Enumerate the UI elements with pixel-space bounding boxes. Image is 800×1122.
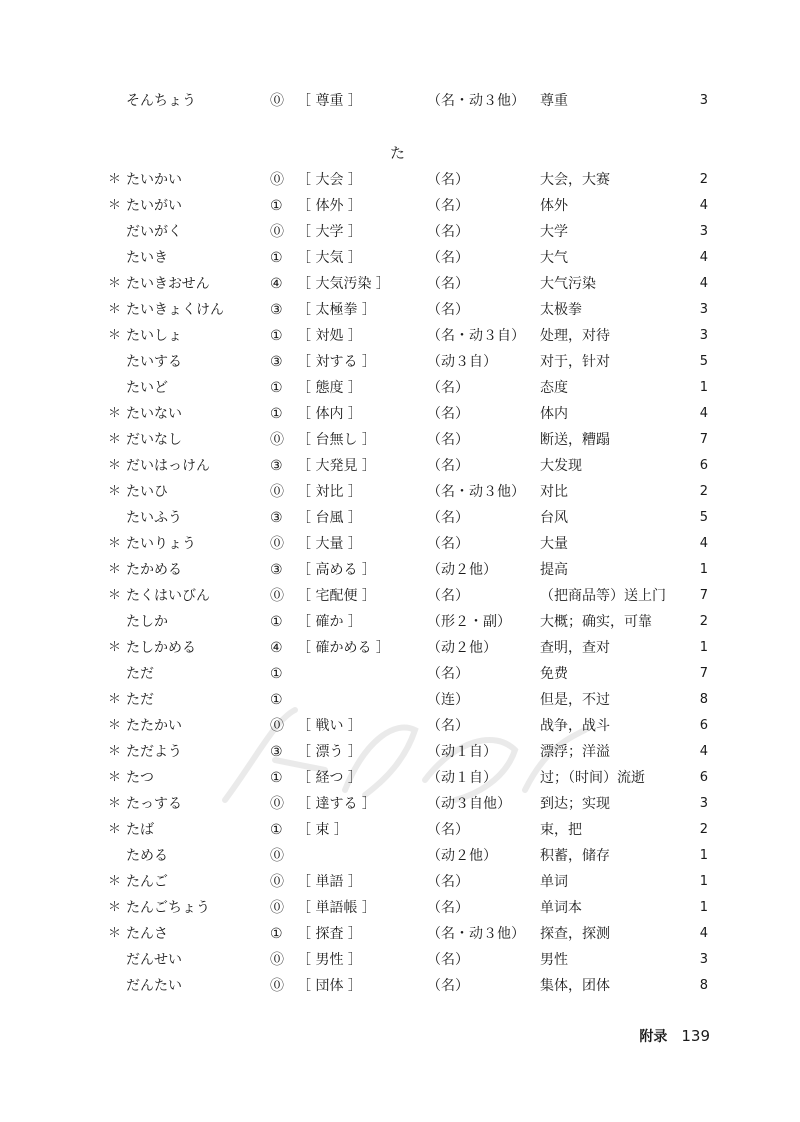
- entry-part-of-speech: （动３自）: [427, 354, 497, 370]
- entry-kanji: ［ 単語 ］: [297, 874, 362, 890]
- vocab-entry: [0, 323, 800, 349]
- entry-accent: ①: [270, 770, 283, 786]
- entry-lesson: 1: [699, 848, 708, 863]
- entry-star-mark: ＊: [108, 562, 122, 577]
- entry-kana: たいかい: [126, 172, 182, 188]
- entry-part-of-speech: （名・动３他）: [427, 484, 525, 500]
- entry-meaning: 太极拳: [540, 302, 582, 318]
- entry-lesson: 2: [699, 822, 708, 837]
- entry-part-of-speech: （名）: [427, 510, 469, 526]
- vocab-entry: [0, 843, 800, 869]
- entry-lesson: 2: [699, 484, 708, 499]
- vocab-entry: [0, 427, 800, 453]
- vocab-entry: [0, 375, 800, 401]
- entry-kana: たしかめる: [126, 640, 196, 656]
- entry-part-of-speech: （名）: [427, 250, 469, 266]
- entry-kana: たいしょ: [126, 328, 182, 344]
- entry-accent: ⓪: [270, 874, 284, 890]
- entry-kana: たいきょくけん: [126, 302, 224, 318]
- entry-kana: たかめる: [126, 562, 182, 578]
- entry-accent: ④: [270, 276, 283, 292]
- vocab-entry: [0, 271, 800, 297]
- entry-star-mark: ＊: [108, 406, 122, 421]
- entry-accent: ③: [270, 354, 283, 370]
- entry-kanji: ［ 男性 ］: [297, 952, 362, 968]
- entry-meaning: 对于，针对: [540, 354, 610, 370]
- entry-kanji: ［ 確か ］: [297, 614, 362, 630]
- entry-kana: たいする: [126, 354, 182, 370]
- entry-meaning: 大会，大赛: [540, 172, 610, 188]
- entry-kanji: ［ 大会 ］: [297, 172, 362, 188]
- entry-lesson: 4: [699, 406, 708, 421]
- entry-star-mark: ＊: [108, 796, 122, 811]
- vocab-entry: [0, 817, 800, 843]
- vocab-entry: [0, 401, 800, 427]
- entry-meaning: 大学: [540, 224, 568, 240]
- entry-meaning: 对比: [540, 484, 568, 500]
- entry-accent: ①: [270, 822, 283, 838]
- entry-part-of-speech: （名）: [427, 380, 469, 396]
- entry-kanji: ［ 大発見 ］: [297, 458, 376, 474]
- entry-star-mark: ＊: [108, 536, 122, 551]
- entry-meaning: 战争，战斗: [540, 718, 610, 734]
- entry-part-of-speech: （名）: [427, 302, 469, 318]
- entry-star-mark: ＊: [108, 198, 122, 213]
- entry-star-mark: ＊: [108, 692, 122, 707]
- entry-lesson: 4: [699, 198, 708, 213]
- entry-star-mark: ＊: [108, 900, 122, 915]
- entry-kanji: ［ 大気汚染 ］: [297, 276, 390, 292]
- entry-meaning: 束，把: [540, 822, 582, 838]
- entry-kana: たいがい: [126, 198, 182, 214]
- entry-lesson: 3: [699, 224, 708, 239]
- entry-accent: ③: [270, 510, 283, 526]
- entry-star-mark: ＊: [108, 484, 122, 499]
- entry-meaning: 提高: [540, 562, 568, 578]
- entry-kanji: ［ 体内 ］: [297, 406, 362, 422]
- entry-lesson: 1: [699, 874, 708, 889]
- entry-kana: たいない: [126, 406, 182, 422]
- vocab-entry: [0, 219, 800, 245]
- entry-lesson: 8: [699, 692, 708, 707]
- footer-label: 附录: [639, 1029, 668, 1045]
- entry-kana: たいひ: [126, 484, 168, 500]
- entry-meaning: 过；（时间）流逝: [540, 770, 645, 786]
- entry-accent: ①: [270, 614, 283, 630]
- entry-lesson: 1: [699, 900, 708, 915]
- entry-part-of-speech: （名・动３他）: [427, 926, 525, 942]
- vocab-entry: [0, 167, 800, 193]
- entry-star-mark: ＊: [108, 276, 122, 291]
- entry-part-of-speech: （形２・副）: [427, 614, 511, 630]
- entry-accent: ③: [270, 744, 283, 760]
- entry-part-of-speech: （动２他）: [427, 562, 497, 578]
- entry-lesson: 5: [699, 510, 708, 525]
- vocab-entry: [0, 245, 800, 271]
- entry-kanji: ［ 探査 ］: [297, 926, 362, 942]
- entry-kana: たいど: [126, 380, 168, 396]
- vocab-entry: [0, 947, 800, 973]
- entry-lesson: 2: [699, 172, 708, 187]
- entry-kana: たんご: [126, 874, 168, 890]
- entry-accent: ③: [270, 302, 283, 318]
- entry-meaning: 大量: [540, 536, 568, 552]
- entry-meaning: 探查，探测: [540, 926, 610, 942]
- vocab-entry: [0, 895, 800, 921]
- vocab-entry: [0, 583, 800, 609]
- entry-kana: ただ: [126, 692, 154, 708]
- entry-meaning: 单词本: [540, 900, 582, 916]
- entry-lesson: 5: [699, 354, 708, 369]
- entry-part-of-speech: （名）: [427, 432, 469, 448]
- entry-accent: ⓪: [270, 978, 284, 994]
- entry-part-of-speech: （名・动３自）: [427, 328, 525, 344]
- entry-accent: ⓪: [270, 900, 284, 916]
- entry-kana: たいき: [126, 250, 168, 266]
- entry-lesson: 6: [699, 718, 708, 733]
- entry-kana: たつ: [126, 770, 154, 786]
- entry-part-of-speech: （名）: [427, 718, 469, 734]
- entry-lesson: 1: [699, 562, 708, 577]
- entry-accent: ⓪: [270, 718, 284, 734]
- entry-lesson: 8: [699, 978, 708, 993]
- vocab-entry: [0, 193, 800, 219]
- entry-kanji: ［ 大量 ］: [297, 536, 362, 552]
- vocab-entry: [0, 869, 800, 895]
- entry-kanji: ［ 対処 ］: [297, 328, 362, 344]
- page-footer: [600, 1026, 710, 1046]
- entry-kanji: ［ 束 ］: [297, 822, 348, 838]
- entry-kanji: ［ 対比 ］: [297, 484, 362, 500]
- vocab-entry: [0, 609, 800, 635]
- entry-star-mark: ＊: [108, 432, 122, 447]
- entry-kana: たいりょう: [126, 536, 196, 552]
- entry-meaning: 大气: [540, 250, 568, 266]
- entry-accent: ③: [270, 562, 283, 578]
- entry-part-of-speech: （名）: [427, 406, 469, 422]
- entry-accent: ⓪: [270, 952, 284, 968]
- entry-accent: ⓪: [270, 588, 284, 604]
- section-heading: た: [390, 144, 406, 162]
- entry-lesson: 1: [699, 380, 708, 395]
- entry-kana: たんごちょう: [126, 900, 210, 916]
- entry-kanji: ［ 戦い ］: [297, 718, 362, 734]
- entry-kana: ためる: [126, 848, 168, 864]
- entry-lesson: 7: [699, 432, 708, 447]
- entry-part-of-speech: （名）: [427, 952, 469, 968]
- entry-kana: だんせい: [126, 952, 182, 968]
- entry-meaning: 台风: [540, 510, 568, 526]
- entry-lesson: 7: [699, 666, 708, 681]
- entry-accent: ④: [270, 640, 283, 656]
- entry-star-mark: ＊: [108, 874, 122, 889]
- entry-meaning: 集体，团体: [540, 978, 610, 994]
- entry-part-of-speech: （名）: [427, 224, 469, 240]
- watermark-signature: [215, 700, 595, 820]
- entry-part-of-speech: （名）: [427, 198, 469, 214]
- entry-star-mark: ＊: [108, 744, 122, 759]
- vocab-entry: [0, 479, 800, 505]
- entry-lesson: 1: [699, 640, 708, 655]
- entry-kanji: ［ 台無し ］: [297, 432, 376, 448]
- entry-kana: たば: [126, 822, 154, 838]
- entry-meaning: 到达；实现: [540, 796, 610, 812]
- entry-lesson: 3: [699, 302, 708, 317]
- entry-kanji: ［ 対する ］: [297, 354, 376, 370]
- entry-part-of-speech: （名）: [427, 536, 469, 552]
- entry-accent: ⓪: [270, 172, 284, 188]
- entry-star-mark: ＊: [108, 588, 122, 603]
- entry-accent: ⓪: [270, 93, 284, 109]
- entry-meaning: 大概；确实，可靠: [540, 614, 652, 630]
- entry-accent: ①: [270, 666, 283, 682]
- entry-part-of-speech: （名）: [427, 458, 469, 474]
- vocab-entry: [0, 505, 800, 531]
- entry-accent: ⓪: [270, 432, 284, 448]
- vocab-entry: [0, 297, 800, 323]
- entry-lesson: 4: [699, 250, 708, 265]
- entry-kana: たいふう: [126, 510, 182, 526]
- entry-star-mark: ＊: [108, 302, 122, 317]
- entry-star-mark: ＊: [108, 822, 122, 837]
- entry-kanji: ［ 大学 ］: [297, 224, 362, 240]
- entry-meaning: 大气污染: [540, 276, 596, 292]
- entry-lesson: 3: [699, 93, 708, 108]
- entry-kana: ただ: [126, 666, 154, 682]
- entry-kana: たいきおせん: [126, 276, 210, 292]
- entry-star-mark: ＊: [108, 640, 122, 655]
- entry-part-of-speech: （名・动３他）: [427, 93, 525, 109]
- entry-meaning: 积蓄，储存: [540, 848, 610, 864]
- entry-accent: ①: [270, 250, 283, 266]
- entry-kanji: ［ 達する ］: [297, 796, 376, 812]
- entry-kanji: ［ 高める ］: [297, 562, 376, 578]
- entry-kanji: ［ 確かめる ］: [297, 640, 390, 656]
- vocab-entry: [0, 635, 800, 661]
- entry-kanji: ［ 団体 ］: [297, 978, 362, 994]
- entry-accent: ⓪: [270, 224, 284, 240]
- entry-lesson: 3: [699, 952, 708, 967]
- entry-part-of-speech: （名）: [427, 978, 469, 994]
- entry-accent: ①: [270, 328, 283, 344]
- entry-part-of-speech: （动２他）: [427, 640, 497, 656]
- entry-kana: そんちょう: [126, 93, 196, 109]
- entry-kana: だいがく: [126, 224, 182, 240]
- entry-accent: ①: [270, 406, 283, 422]
- entry-kana: だいなし: [126, 432, 182, 448]
- entry-meaning: 单词: [540, 874, 568, 890]
- vocab-entry: [0, 557, 800, 583]
- entry-meaning: 但是，不过: [540, 692, 610, 708]
- vocab-entry: [0, 88, 800, 114]
- entry-meaning: 查明，查对: [540, 640, 610, 656]
- entry-lesson: 3: [699, 796, 708, 811]
- entry-part-of-speech: （动２他）: [427, 848, 497, 864]
- entry-meaning: 断送，糟蹋: [540, 432, 610, 448]
- entry-part-of-speech: （名）: [427, 172, 469, 188]
- entry-lesson: 4: [699, 926, 708, 941]
- entry-kana: たくはいびん: [126, 588, 210, 604]
- entry-star-mark: ＊: [108, 770, 122, 785]
- entry-meaning: 体内: [540, 406, 568, 422]
- entry-kanji: ［ 宅配便 ］: [297, 588, 376, 604]
- entry-kana: たしか: [126, 614, 168, 630]
- entry-lesson: 3: [699, 328, 708, 343]
- vocab-entry: [0, 453, 800, 479]
- entry-part-of-speech: （名）: [427, 900, 469, 916]
- entry-accent: ①: [270, 380, 283, 396]
- entry-accent: ①: [270, 198, 283, 214]
- entry-part-of-speech: （动１自）: [427, 744, 497, 760]
- entry-meaning: 男性: [540, 952, 568, 968]
- entry-accent: ⓪: [270, 536, 284, 552]
- entry-lesson: 4: [699, 536, 708, 551]
- entry-kanji: ［ 太極拳 ］: [297, 302, 376, 318]
- entry-accent: ⓪: [270, 848, 284, 864]
- page-number: 139: [681, 1027, 710, 1045]
- entry-kana: ただよう: [126, 744, 182, 760]
- entry-kanji: ［ 大気 ］: [297, 250, 362, 266]
- vocab-entry: [0, 349, 800, 375]
- entry-meaning: 处理，对待: [540, 328, 610, 344]
- entry-meaning: 体外: [540, 198, 568, 214]
- vocab-entry: [0, 661, 800, 687]
- entry-meaning: （把商品等）送上门: [540, 588, 666, 604]
- entry-lesson: 2: [699, 614, 708, 629]
- vocab-entry: [0, 973, 800, 999]
- vocab-entry: [0, 921, 800, 947]
- entry-part-of-speech: （名）: [427, 276, 469, 292]
- entry-meaning: 免费: [540, 666, 568, 682]
- entry-kanji: ［ 経つ ］: [297, 770, 362, 786]
- entry-part-of-speech: （名）: [427, 822, 469, 838]
- entry-kana: たんさ: [126, 926, 168, 942]
- entry-part-of-speech: （名）: [427, 666, 469, 682]
- entry-kanji: ［ 漂う ］: [297, 744, 362, 760]
- entry-part-of-speech: （名）: [427, 588, 469, 604]
- entry-star-mark: ＊: [108, 458, 122, 473]
- entry-star-mark: ＊: [108, 328, 122, 343]
- entry-kanji: ［ 単語帳 ］: [297, 900, 376, 916]
- entry-lesson: 4: [699, 744, 708, 759]
- entry-meaning: 尊重: [540, 93, 568, 109]
- entry-accent: ⓪: [270, 796, 284, 812]
- entry-part-of-speech: （动１自）: [427, 770, 497, 786]
- entry-kanji: ［ 態度 ］: [297, 380, 362, 396]
- entry-star-mark: ＊: [108, 718, 122, 733]
- entry-meaning: 漂浮；洋溢: [540, 744, 610, 760]
- entry-part-of-speech: （名）: [427, 874, 469, 890]
- entry-accent: ①: [270, 926, 283, 942]
- entry-part-of-speech: （连）: [427, 692, 469, 708]
- entry-kanji: ［ 台風 ］: [297, 510, 362, 526]
- entry-kana: たっする: [126, 796, 182, 812]
- entry-kana: だいはっけん: [126, 458, 210, 474]
- entry-accent: ③: [270, 458, 283, 474]
- entry-star-mark: ＊: [108, 172, 122, 187]
- entry-kana: だんたい: [126, 978, 182, 994]
- vocab-entry: [0, 531, 800, 557]
- entry-lesson: 6: [699, 458, 708, 473]
- entry-part-of-speech: （动３自他）: [427, 796, 511, 812]
- entry-kana: たたかい: [126, 718, 182, 734]
- entry-star-mark: ＊: [108, 926, 122, 941]
- entry-accent: ⓪: [270, 484, 284, 500]
- entry-accent: ①: [270, 692, 283, 708]
- entry-lesson: 4: [699, 276, 708, 291]
- entry-lesson: 6: [699, 770, 708, 785]
- entry-meaning: 态度: [540, 380, 568, 396]
- entry-lesson: 7: [699, 588, 708, 603]
- entry-meaning: 大发现: [540, 458, 582, 474]
- entry-kanji: ［ 尊重 ］: [297, 93, 362, 109]
- entry-kanji: ［ 体外 ］: [297, 198, 362, 214]
